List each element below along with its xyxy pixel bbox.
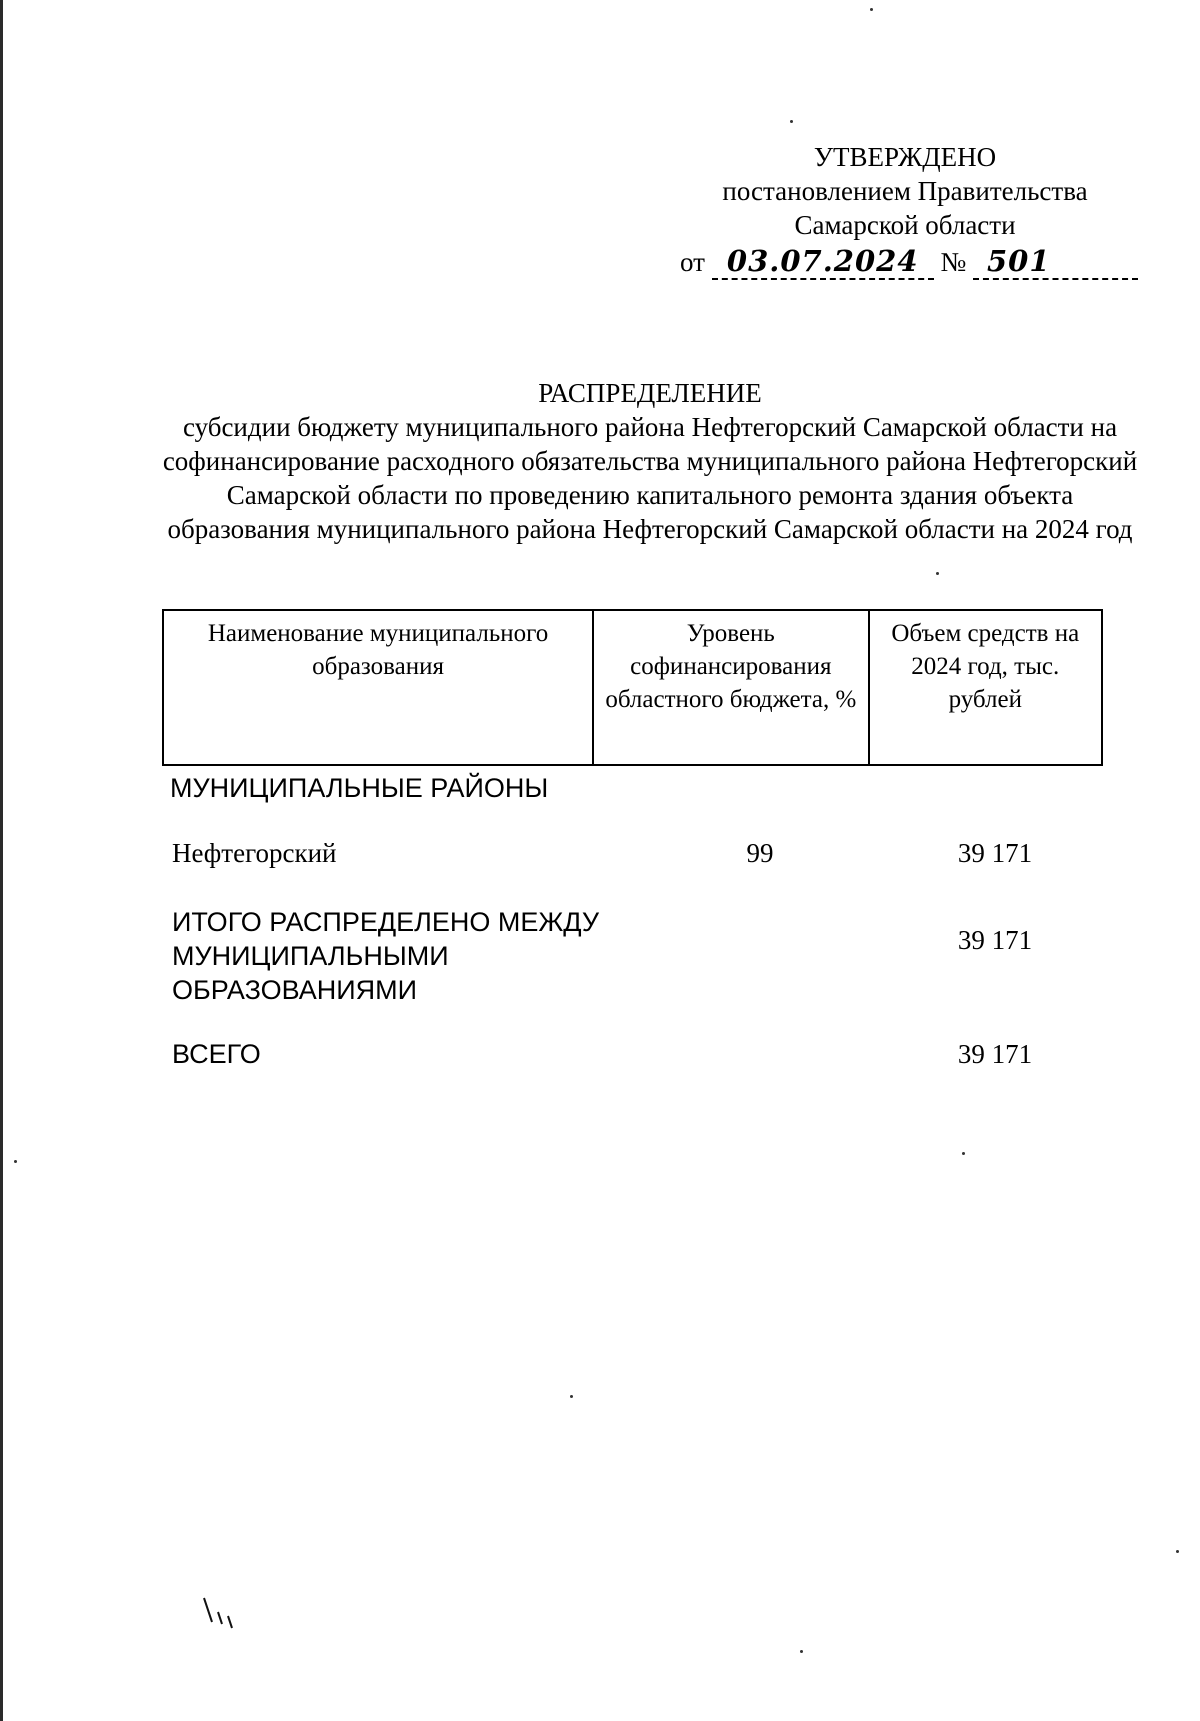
approval-title: УТВЕРЖДЕНО [813,142,997,172]
scan-speck [790,120,793,123]
approval-date-line [680,244,1130,280]
document-heading: РАСПРЕДЕЛЕНИЕ [538,378,762,408]
date-prefix: от [680,247,705,277]
column-header-name: Наименование муниципального образования [163,610,593,765]
column-header-amount: Объем средств на 2024 год, тыс. рублей [869,610,1102,765]
table-row-name: ИТОГО РАСПРЕДЕЛЕНО МЕЖДУ МУНИЦИПАЛЬНЫМИ ОБРАЗОВАНИЯМИ [172,907,600,1005]
approval-authority: Самарской области [794,210,1016,240]
scan-speck [936,572,939,575]
scan-speck [870,8,873,11]
table-header-row [163,610,1102,765]
group-label: МУНИЦИПАЛЬНЫЕ РАЙОНЫ [170,773,549,803]
table-row-name: ВСЕГО [172,1039,261,1069]
scan-speck [962,1152,965,1155]
approval-block [690,140,1120,242]
table-row-level: 99 [746,838,774,868]
table-row-amount: 39 171 [957,838,1033,868]
document-subtitle: субсидии бюджету муниципального района Нефтегорский Самарской области на софинансирование расходного обязательства муниципального района Нефтегорский Самарской области по проведению капитального ремонта здания объекта образования муниципального района Нефтегорский Самарской области на 2024 год [162,412,1138,544]
table-row-amount: 39 171 [957,1039,1033,1069]
scan-speck [570,1395,573,1398]
handwritten-date: 03.07.2024 [712,244,934,280]
document-title [160,376,1140,546]
approval-act: постановлением Правительства [722,176,1088,206]
column-header-level: Уровень софинансирования областного бюджета, % [593,610,868,765]
scan-speck [1176,1550,1179,1553]
scan-speck [800,1650,803,1653]
number-prefix: № [940,247,967,277]
scan-speck [14,1160,17,1163]
distribution-table-header [162,609,1103,766]
pen-mark-icon [200,1594,250,1634]
scan-edge [0,0,3,1721]
table-row-amount: 39 171 [957,925,1033,955]
table-row-name: Нефтегорский [172,838,337,868]
handwritten-number: 501 [973,244,1138,280]
